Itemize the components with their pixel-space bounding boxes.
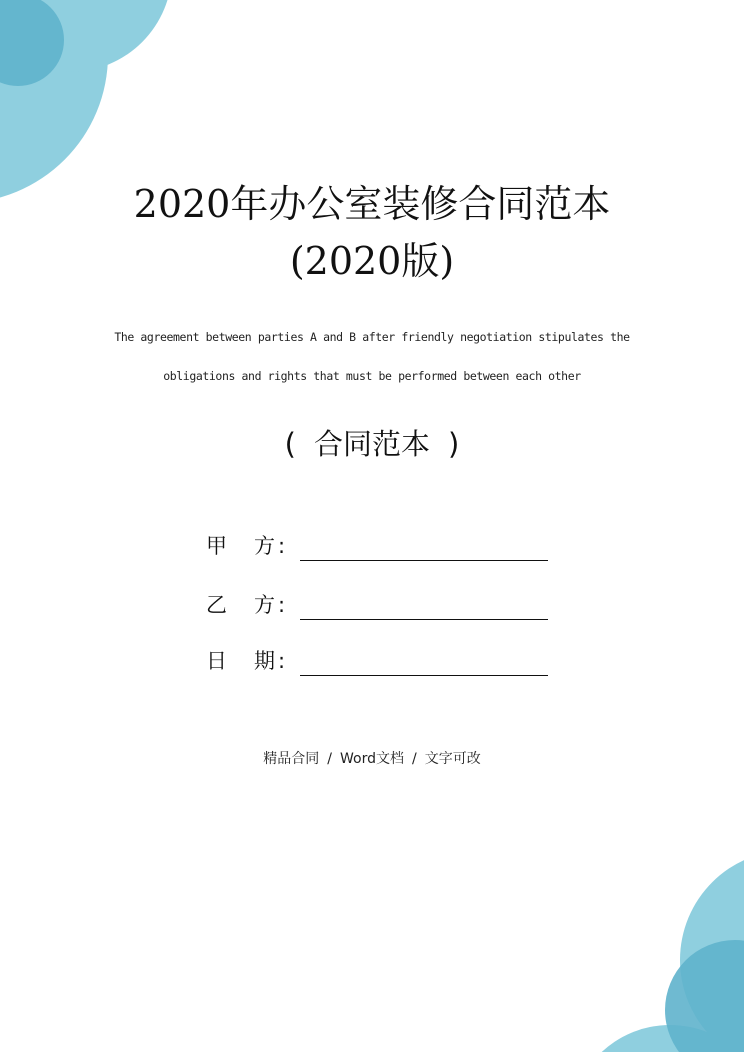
party-a-colon: : bbox=[278, 534, 286, 558]
party-b-colon: : bbox=[278, 593, 286, 617]
contract-type-heading bbox=[0, 424, 744, 464]
bottom-right-circles bbox=[570, 850, 744, 1052]
document-title: 2020年办公室装修合同范本 bbox=[133, 182, 611, 226]
party-b-field bbox=[206, 590, 548, 620]
date-label-char-2: 期 bbox=[254, 649, 275, 673]
bottom-right-circle-overlap bbox=[665, 940, 744, 1052]
party-a-field bbox=[206, 531, 548, 561]
party-a-label-char-2: 方 bbox=[254, 534, 275, 558]
document-title-edition: (2020版) bbox=[289, 239, 455, 283]
footer-separator-1: / bbox=[327, 751, 332, 767]
english-subtitle-line-1: The agreement between parties A and B after friendly negotiation stipulates the bbox=[114, 330, 630, 344]
party-a-label-char-1: 甲 bbox=[206, 534, 227, 558]
contract-type-open-paren: ( bbox=[284, 427, 296, 461]
english-subtitle-line-2: obligations and rights that must be performed between each other bbox=[163, 369, 581, 383]
date-field bbox=[206, 646, 548, 676]
contract-type-close-paren: ) bbox=[448, 427, 460, 461]
party-b-blank-line[interactable] bbox=[300, 596, 548, 620]
footer-part-1: 精品合同 bbox=[263, 751, 320, 767]
footer-part-3: 文字可改 bbox=[424, 751, 481, 767]
party-b-label-char-2: 方 bbox=[254, 593, 275, 617]
date-blank-line[interactable] bbox=[300, 652, 548, 676]
party-b-label-char-1: 乙 bbox=[206, 593, 227, 617]
date-colon: : bbox=[278, 649, 286, 673]
footer-separator-2: / bbox=[411, 751, 417, 767]
date-label-char-1: 日 bbox=[206, 649, 227, 673]
contract-type-label: 合同范本 bbox=[313, 427, 430, 461]
footer-tagline bbox=[0, 749, 744, 769]
footer-part-2: Word文档 bbox=[340, 751, 404, 767]
party-a-blank-line[interactable] bbox=[300, 537, 548, 561]
top-left-circles bbox=[0, 0, 172, 203]
